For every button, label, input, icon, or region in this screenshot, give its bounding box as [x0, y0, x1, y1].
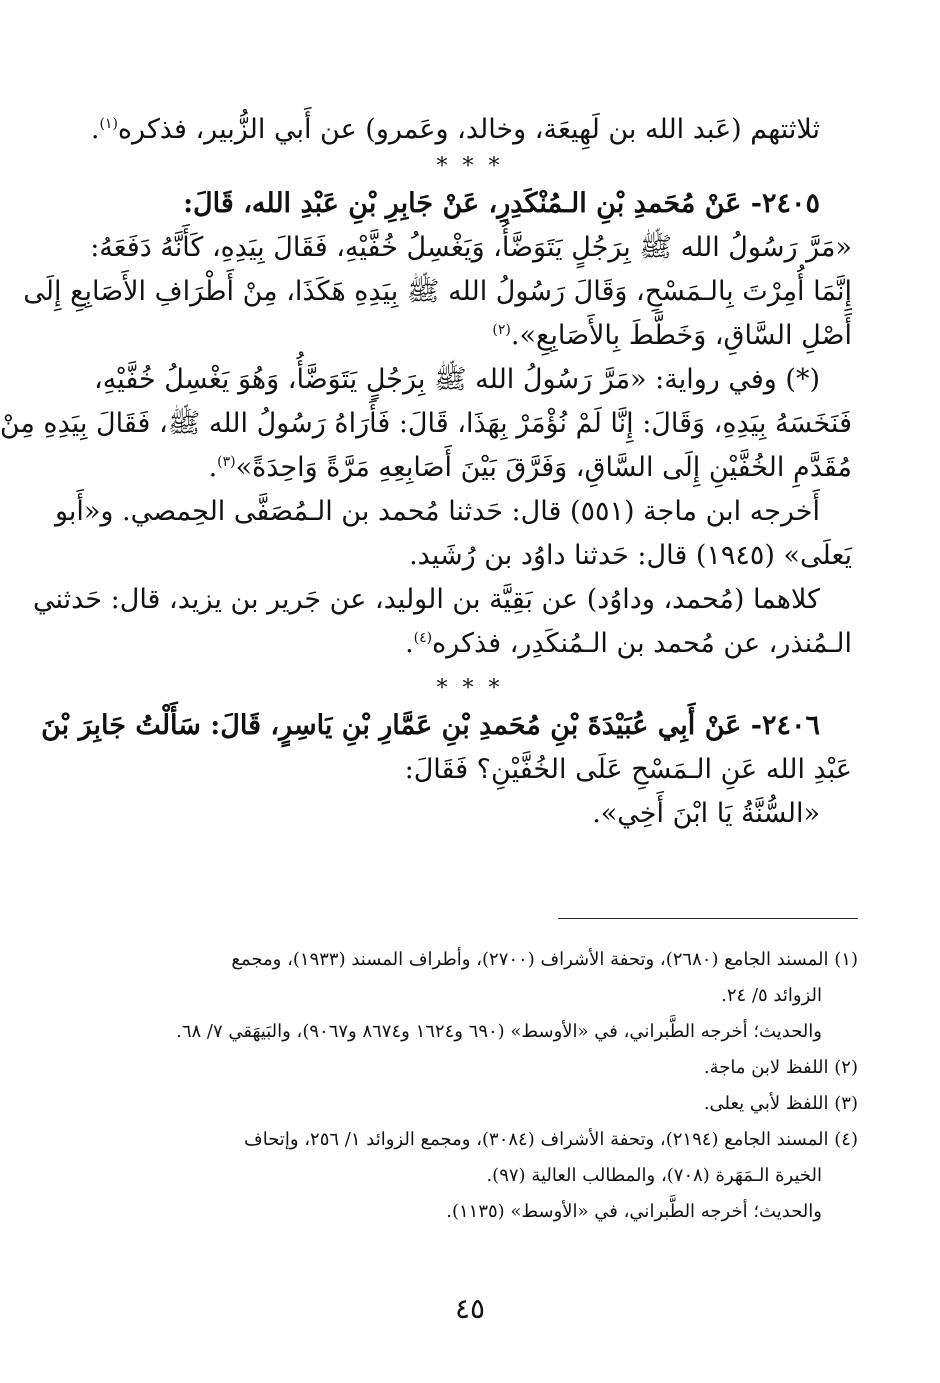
text-line: عَبْدِ الله عَنِ الـمَسْحِ عَلَى الخُفَّيْنِ؟ فَقَالَ:: [404, 754, 852, 785]
text-line: إِنَّمَا أُمِرْتَ بِالـمَسْحِ، وَقَالَ رَسُولُ الله ﷺ بِيَدِهِ هَكَذَا، مِنْ أَطْرَافِ الأَصَابِعِ إِلَى: [23, 276, 852, 307]
footnote-2: (٢) اللفظ لابن ماجة.: [703, 1057, 858, 1078]
text-line: مُقَدَّمِ الخُفَّيْنِ إِلَى السَّاقِ، وَفَرَّقَ بَيْنَ أَصَابِعِهِ مَرَّةً وَاحِدَةً»: [235, 452, 852, 483]
page-number: ٤٥: [454, 1292, 486, 1325]
text-line: فَنَخَسَهُ بِيَدِهِ، وَقَالَ: إِنَّا لَمْ نُؤْمَرْ بِهَذَا، قَالَ: فَأَرَاهُ رَسُولُ الله ﷺ، فَقَالَ بِيَدِهِ مِنْ: [0, 408, 852, 439]
footnote-1: (١) المسند الجامع (٢٦٨٠)، وتحفة الأشراف (٢٧٠٠)، وأطراف المسند (١٩٣٣)، ومجمع: [231, 949, 858, 970]
footnote-ref: (٤): [413, 630, 433, 646]
hadith-2406-title: ٢٤٠٦- عَنْ أَبِي عُبَيْدَةَ بْنِ مُحَمدِ بْنِ عَمَّارِ بْنِ يَاسِرٍ، قَالَ: سَأَلْتُ جَابِرَ بْنَ: [41, 710, 820, 741]
text-line: «السُّنَّةُ يَا ابْنَ أَخِي».: [592, 798, 820, 829]
footnote-4-note: والحديث؛ أخرجه الطَّبراني، في «الأوسط» (١١٣٥).: [446, 1201, 822, 1222]
text-line: ثلاثتهم (عَبد الله بن لَهِيعَة، وخالد، وعَمرو) عن أَبي الزُّبير، فذكره: [117, 114, 820, 145]
paragraph-narration-chain: ثلاثتهم (عَبد الله بن لَهِيعَة، وخالد، وعَمرو) عن أَبي الزُّبير، فذكره$^{(١)}$.: [90, 114, 820, 145]
section-separator: * * *: [436, 676, 504, 701]
text-line: كلاهما (مُحمد، وداوُد) عن بَقِيَّة بن الوليد، عن جَرير بن يزيد، قال: حَدثني: [33, 584, 820, 615]
footnote-ref: (٣): [217, 454, 236, 470]
text-line: الـمُنذر، عن مُحمد بن الـمُنكَدِر، فذكره: [432, 628, 852, 659]
riwaya-paragraph: (*) وفي رواية: «مَرَّ رَسُولُ الله ﷺ بِرَجُلٍ يَتَوَضَّأُ، وَهُوَ يَغْسِلُ خُفَّيْهِ، فَنَخَسَهُ بِيَدِهِ، وَقَالَ: إِنَّا لَمْ نُؤْمَرْ بِهَذَا، قَالَ: فَأَرَاهُ رَسُولُ الله ﷺ، فَقَالَ بِيَدِهِ مِنْ مُقَدَّمِ الخُفَّيْنِ إِلَى السَّاقِ، وَفَرَّقَ بَيْنَ أَصَابِعِهِ مَرَّةً وَاحِدَةً»$^{(٣)}$.: [88, 358, 852, 490]
footnote-4: (٤) المسند الجامع (٢١٩٤)، وتحفة الأشراف (٣٠٨٤)، ومجمع الزوائد ١/ ٢٥٦، وإتحاف: [244, 1129, 858, 1150]
footnote-ref: (١): [99, 116, 118, 132]
text-line: أَصْلِ السَّاقِ، وَخَطَّطَ بِالأَصَابِعِ».: [510, 320, 852, 351]
main-text: [0, 108, 852, 836]
text-line: يَعلَى» (١٩٤٥) قال: حَدثنا داوُد بن رُشَيد.: [409, 540, 852, 571]
section-separator: * * *: [436, 154, 504, 179]
text-line: «مَرَّ رَسُولُ الله ﷺ بِرَجُلٍ يَتَوَضَّأُ، وَيَغْسِلُ خُفَّيْهِ، فَقَالَ بِيَدِهِ، كَأَنَّهُ دَفَعَهُ:: [90, 232, 852, 263]
footnote-1-note: والحديث؛ أخرجه الطَّبراني، في «الأوسط» (٦٩٠ و١٦٢٤ و٨٦٧٤ و٩٠٦٧)، والبَيهَقي ٧/ ٦٨.: [176, 1021, 822, 1042]
text-line: (*) وفي رواية: «مَرَّ رَسُولُ الله ﷺ بِرَجُلٍ يَتَوَضَّأُ، وَهُوَ يَغْسِلُ خُفَّيْهِ،: [94, 364, 820, 395]
hadith-2406: [41, 704, 852, 836]
footnotes: [88, 942, 858, 1230]
takhrij-paragraph: [54, 490, 852, 578]
footnote-ref: (٢): [492, 322, 511, 338]
hadith-2405-title: ٢٤٠٥- عَنْ مُحَمدِ بْنِ الـمُنْكَدِرِ، عَنْ جَابِرِ بْنِ عَبْدِ الله، قَالَ:: [183, 188, 820, 219]
chain-paragraph: كلاهما (مُحمد، وداوُد) عن بَقِيَّة بن الوليد، عن جَرير بن يزيد، قال: حَدثني الـمُنذر، عن مُحمد بن الـمُنكَدِر، فذكره$^{(٤)}$.: [88, 578, 852, 666]
footnote-divider: [558, 918, 858, 919]
footnote-3: (٣) اللفظ لأبي يعلى.: [703, 1093, 858, 1114]
footnote-4-cont: الخيرة الـمَهَرة (٧٠٨)، والمطالب العالية (٩٧).: [486, 1165, 822, 1186]
hadith-2405: [23, 182, 852, 358]
text-line: أَخرجه ابن ماجة (٥٥١) قال: حَدثنا مُحمد بن الـمُصَفَّى الحِمصي. و«أَبو: [54, 496, 820, 527]
footnote-1-cont: الزوائد ٥/ ٢٤.: [721, 985, 822, 1006]
